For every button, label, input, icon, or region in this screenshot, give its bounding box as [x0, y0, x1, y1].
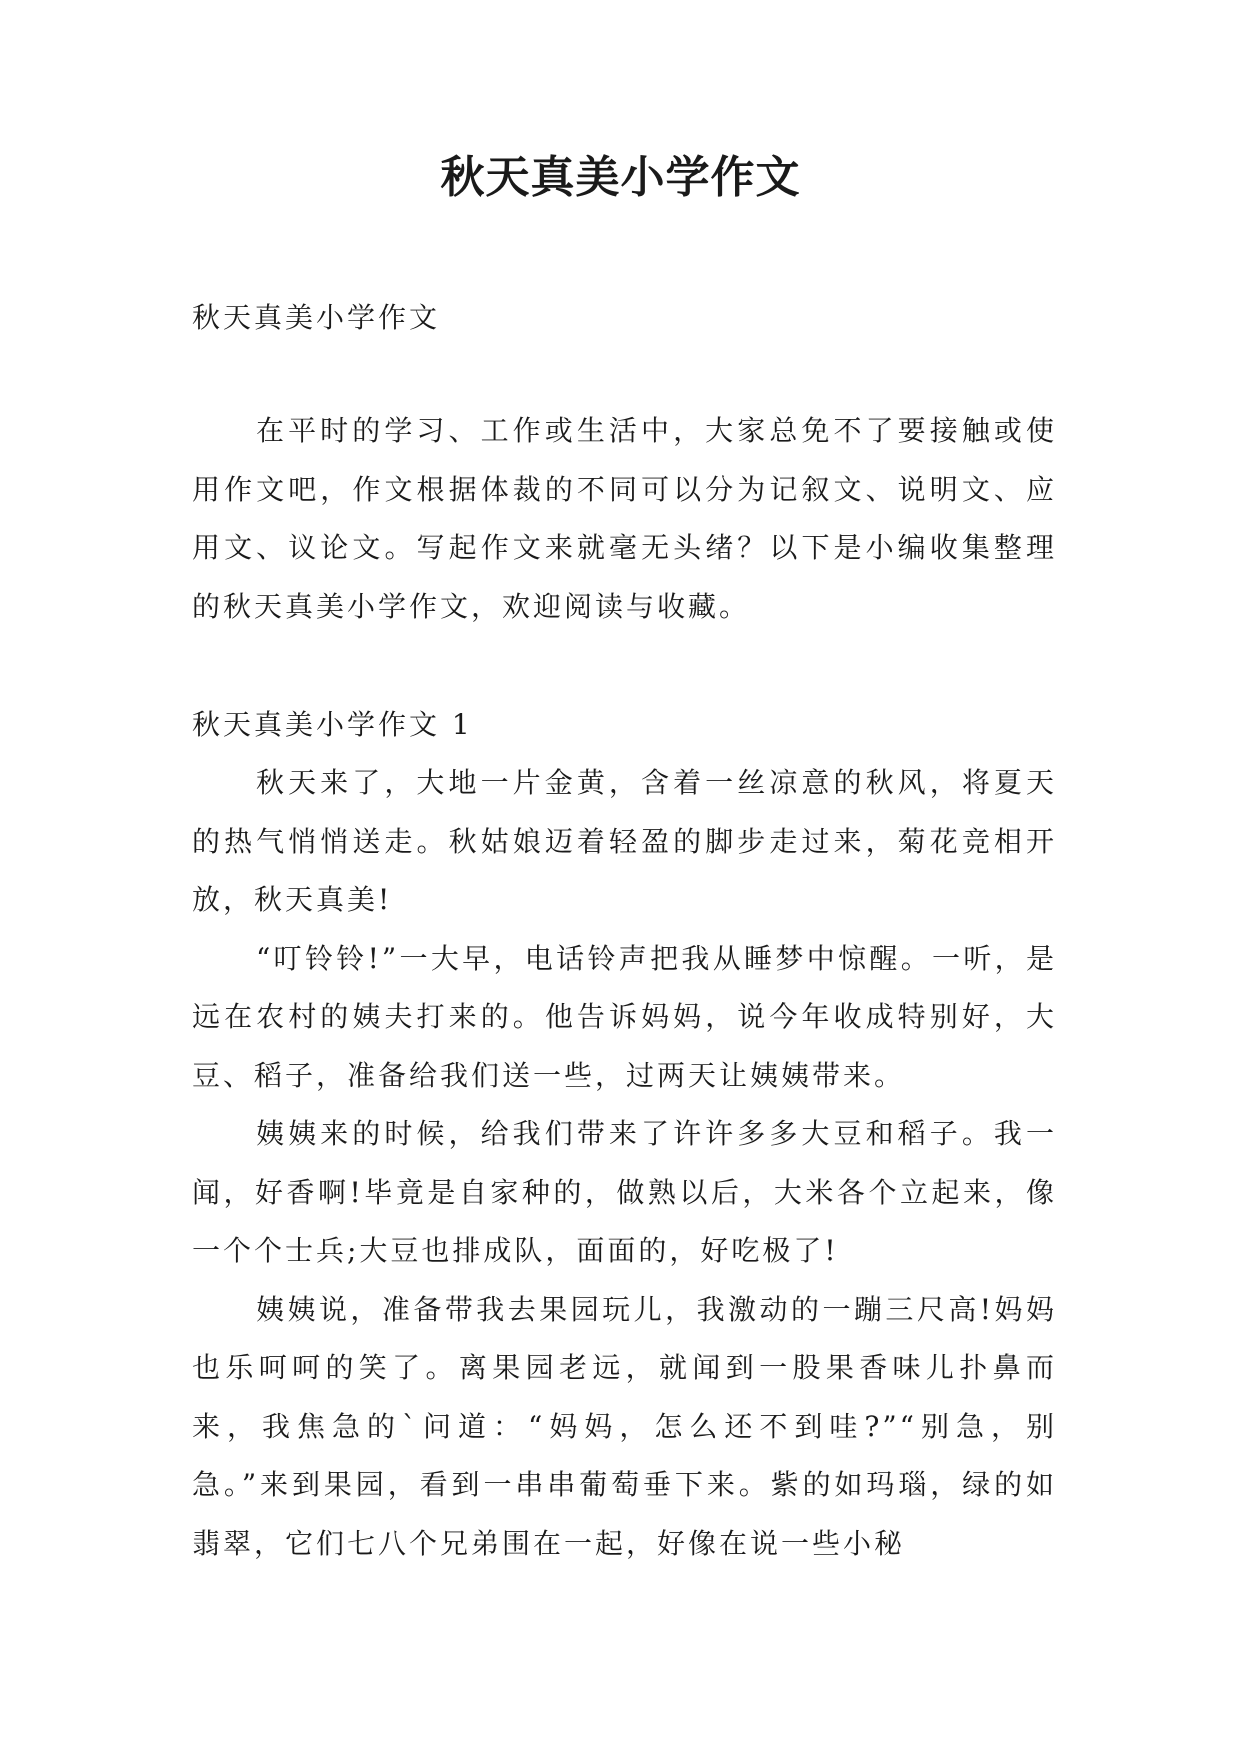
body-paragraph: 秋天来了，大地一片金黄，含着一丝凉意的秋风，将夏天的热气悄悄送走。秋姑娘迈着轻盈的脚步走过来，菊花竞相开放，秋天真美! [192, 766, 1057, 916]
body-paragraph: “叮铃铃!”一大早，电话铃声把我从睡梦中惊醒。一听，是远在农村的姨夫打来的。他告诉妈妈，说今年收成特别好，大豆、稻子，准备给我们送一些，过两天让姨姨带来。 [192, 941, 1057, 1092]
document-title: 秋天真美小学作文 [440, 152, 801, 203]
document-subtitle: 秋天真美小学作文 [192, 301, 441, 334]
section-1 [192, 696, 1057, 1573]
body-paragraph: 姨姨来的时候，给我们带来了许许多多大豆和稻子。我一闻，好香啊!毕竟是自家种的，做熟以后，大米各个立起来，像一个个士兵;大豆也排成队，面面的，好吃极了! [192, 1117, 1057, 1267]
subtitle-block [192, 289, 1057, 347]
intro-paragraph: 在平时的学习、工作或生活中，大家总免不了要接触或使用作文吧，作文根据体裁的不同可以分为记叙文、说明文、应用文、议论文。写起作文来就毫无头绪？以下是小编收集整理的秋天真美小学作文，欢迎阅读与收藏。 [192, 414, 1057, 623]
section-heading: 秋天真美小学作文 1 [192, 708, 473, 741]
intro-block [192, 402, 1057, 636]
body-paragraph: 姨姨说，准备带我去果园玩儿，我激动的一蹦三尺高!妈妈也乐呵呵的笑了。离果园老远，就闻到一股果香味儿扑鼻而来，我焦急的`问道：“妈妈，怎么还不到哇?”“别急，别急。”来到果园，看到一串串葡萄垂下来。紫的如玛瑙，绿的如翡翠，它们七八个兄弟围在一起，好像在说一些小秘 [192, 1292, 1057, 1560]
